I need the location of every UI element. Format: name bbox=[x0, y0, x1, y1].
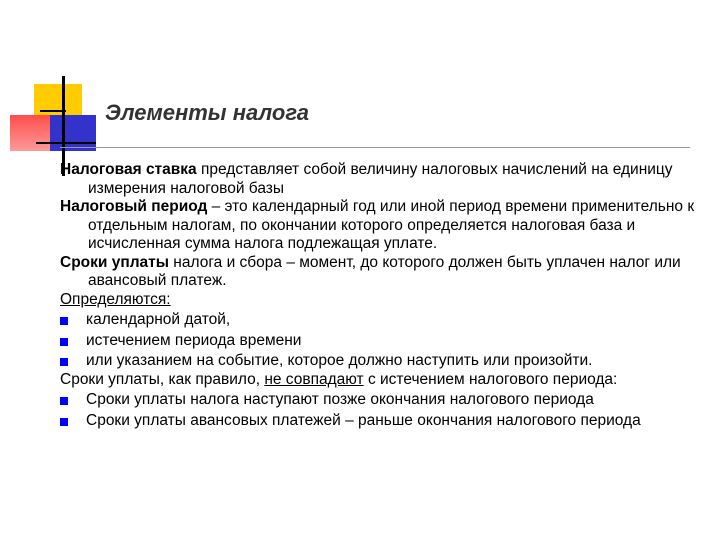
text-after: с истечением налогового периода: bbox=[363, 370, 618, 388]
paragraph-payment-coincidence bbox=[60, 371, 700, 390]
square-bullet-icon bbox=[60, 317, 68, 325]
decor-red-square bbox=[10, 115, 50, 151]
list-item-text: или указанием на событие, которое должно наступить или произойти. bbox=[86, 352, 593, 369]
determined-label: Определяются: bbox=[60, 290, 171, 308]
term-tax-rate: Налоговая ставка bbox=[60, 161, 197, 178]
decor-horizontal-line bbox=[40, 110, 66, 112]
definition-text: – это календарный год или иной период времени применительно к отдельным налогам, по окончании которого определяется налоговая база и исчисленная сумма налога подлежащая уплате. bbox=[88, 198, 695, 252]
definition-text: представляет собой величину налоговых начислений на единицу измерения налоговой базы bbox=[88, 161, 673, 197]
title-divider bbox=[60, 147, 690, 148]
list-item bbox=[60, 311, 700, 330]
list-item bbox=[60, 412, 700, 431]
list-item-text: Сроки уплаты налога наступают позже окончания налогового периода bbox=[86, 391, 594, 408]
square-bullet-icon bbox=[60, 338, 68, 346]
underlined-text: не совпадают bbox=[264, 370, 364, 388]
decor-blue-square bbox=[50, 115, 96, 151]
term-tax-period: Налоговый период bbox=[60, 198, 208, 215]
list-item-text: Сроки уплаты авансовых платежей – раньше окончания налогового периода bbox=[86, 411, 641, 429]
paragraph-tax-period bbox=[60, 198, 700, 254]
text-before: Сроки уплаты, как правило, bbox=[60, 370, 265, 388]
definition-text: налога и сбора – момент, до которого должен быть уплачен налог или авансовый платеж. bbox=[88, 253, 681, 289]
term-payment-terms: Сроки уплаты bbox=[60, 253, 169, 271]
list-item bbox=[60, 391, 700, 410]
list-item-text: истечением периода времени bbox=[86, 331, 302, 349]
list-item bbox=[60, 332, 700, 351]
paragraph-tax-rate bbox=[60, 161, 700, 198]
square-bullet-icon bbox=[60, 418, 68, 426]
decor-horizontal-line bbox=[36, 142, 96, 144]
list-item-text: календарной датой, bbox=[86, 311, 231, 328]
paragraph-payment-terms bbox=[60, 254, 700, 291]
list-item bbox=[60, 352, 700, 371]
square-bullet-icon bbox=[60, 358, 68, 366]
slide-body bbox=[60, 161, 700, 430]
slide-title: Элементы налога bbox=[105, 100, 310, 125]
square-bullet-icon bbox=[60, 397, 68, 405]
